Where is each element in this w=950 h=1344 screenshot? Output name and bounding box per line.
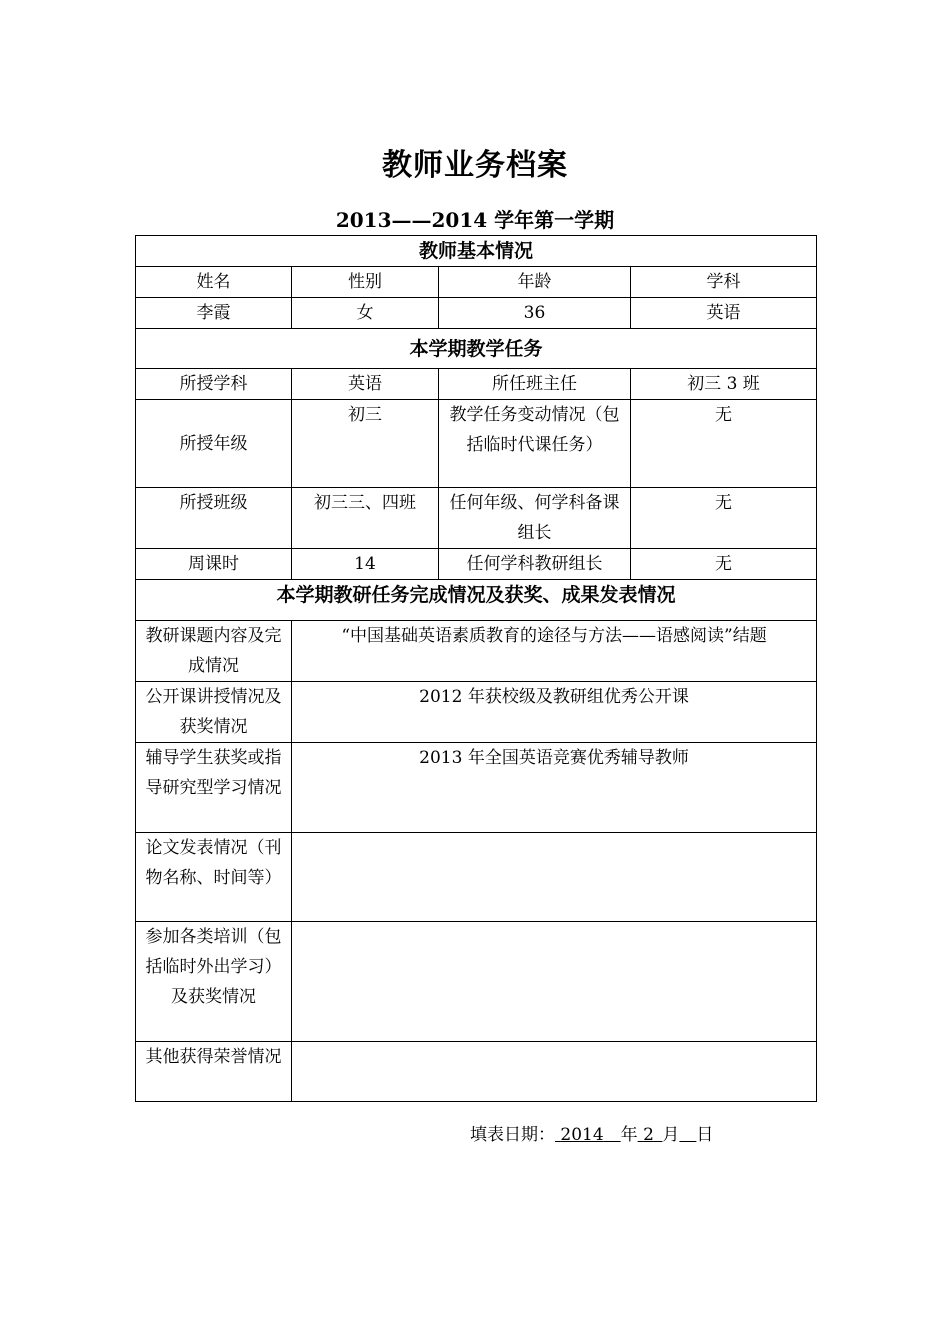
fill-date-year: 2014 <box>560 1125 604 1145</box>
value-prep-group-leader: 无 <box>631 488 817 549</box>
label-research-topic: 教研课题内容及完成情况 <box>136 621 292 682</box>
label-student-tutoring: 辅导学生获奖或指导研究型学习情况 <box>136 743 292 833</box>
value-headteacher: 初三 3 班 <box>631 369 817 400</box>
document-title: 教师业务档案 <box>382 148 568 183</box>
fill-date-day-unit: 日 <box>696 1125 714 1145</box>
label-open-class: 公开课讲授情况及获奖情况 <box>136 682 292 743</box>
teacher-profile-table <box>135 235 817 1102</box>
label-taught-class: 所授班级 <box>136 488 292 549</box>
fill-date-month-unit: 月 <box>662 1125 680 1145</box>
label-research-group-leader: 任何学科教研组长 <box>439 549 631 580</box>
value-subject: 英语 <box>631 298 817 329</box>
header-subject: 学科 <box>631 267 817 298</box>
value-research-group-leader: 无 <box>631 549 817 580</box>
value-taught-subject: 英语 <box>292 369 439 400</box>
label-weekly-hours: 周课时 <box>136 549 292 580</box>
value-name: 李霞 <box>136 298 292 329</box>
value-student-tutoring: 2013 年全国英语竞赛优秀辅导教师 <box>292 743 817 833</box>
value-other-honors <box>292 1042 817 1102</box>
section-research-achievements: 本学期教研任务完成情况及获奖、成果发表情况 <box>136 580 817 621</box>
section-basic-info: 教师基本情况 <box>136 236 817 267</box>
label-other-honors: 其他获得荣誉情况 <box>136 1042 292 1102</box>
value-gender: 女 <box>292 298 439 329</box>
value-task-change: 无 <box>631 400 817 488</box>
fill-date-month: 2 <box>643 1125 654 1145</box>
value-papers <box>292 833 817 922</box>
label-headteacher: 所任班主任 <box>439 369 631 400</box>
value-taught-class: 初三三、四班 <box>292 488 439 549</box>
label-task-change: 教学任务变动情况（包括临时代课任务） <box>439 400 631 488</box>
fill-date <box>470 1120 713 1145</box>
value-open-class: 2012 年获校级及教研组优秀公开课 <box>292 682 817 743</box>
label-prep-group-leader: 任何年级、何学科备课组长 <box>439 488 631 549</box>
header-name: 姓名 <box>136 267 292 298</box>
label-training: 参加各类培训（包括临时外出学习）及获奖情况 <box>136 922 292 1042</box>
fill-date-label: 填表日期： <box>470 1125 555 1145</box>
value-taught-grade: 初三 <box>292 400 439 488</box>
value-age: 36 <box>439 298 631 329</box>
label-taught-grade: 所授年级 <box>136 400 292 488</box>
semester-subtitle: 2013——2014 学年第一学期 <box>335 208 615 232</box>
label-papers: 论文发表情况（刊物名称、时间等） <box>136 833 292 922</box>
section-teaching-tasks: 本学期教学任务 <box>136 329 817 369</box>
value-training <box>292 922 817 1042</box>
value-research-topic: “中国基础英语素质教育的途径与方法——语感阅读”结题 <box>292 621 817 682</box>
value-weekly-hours: 14 <box>292 549 439 580</box>
label-taught-subject: 所授学科 <box>136 369 292 400</box>
fill-date-year-unit: 年 <box>620 1125 638 1145</box>
header-age: 年龄 <box>439 267 631 298</box>
header-gender: 性别 <box>292 267 439 298</box>
